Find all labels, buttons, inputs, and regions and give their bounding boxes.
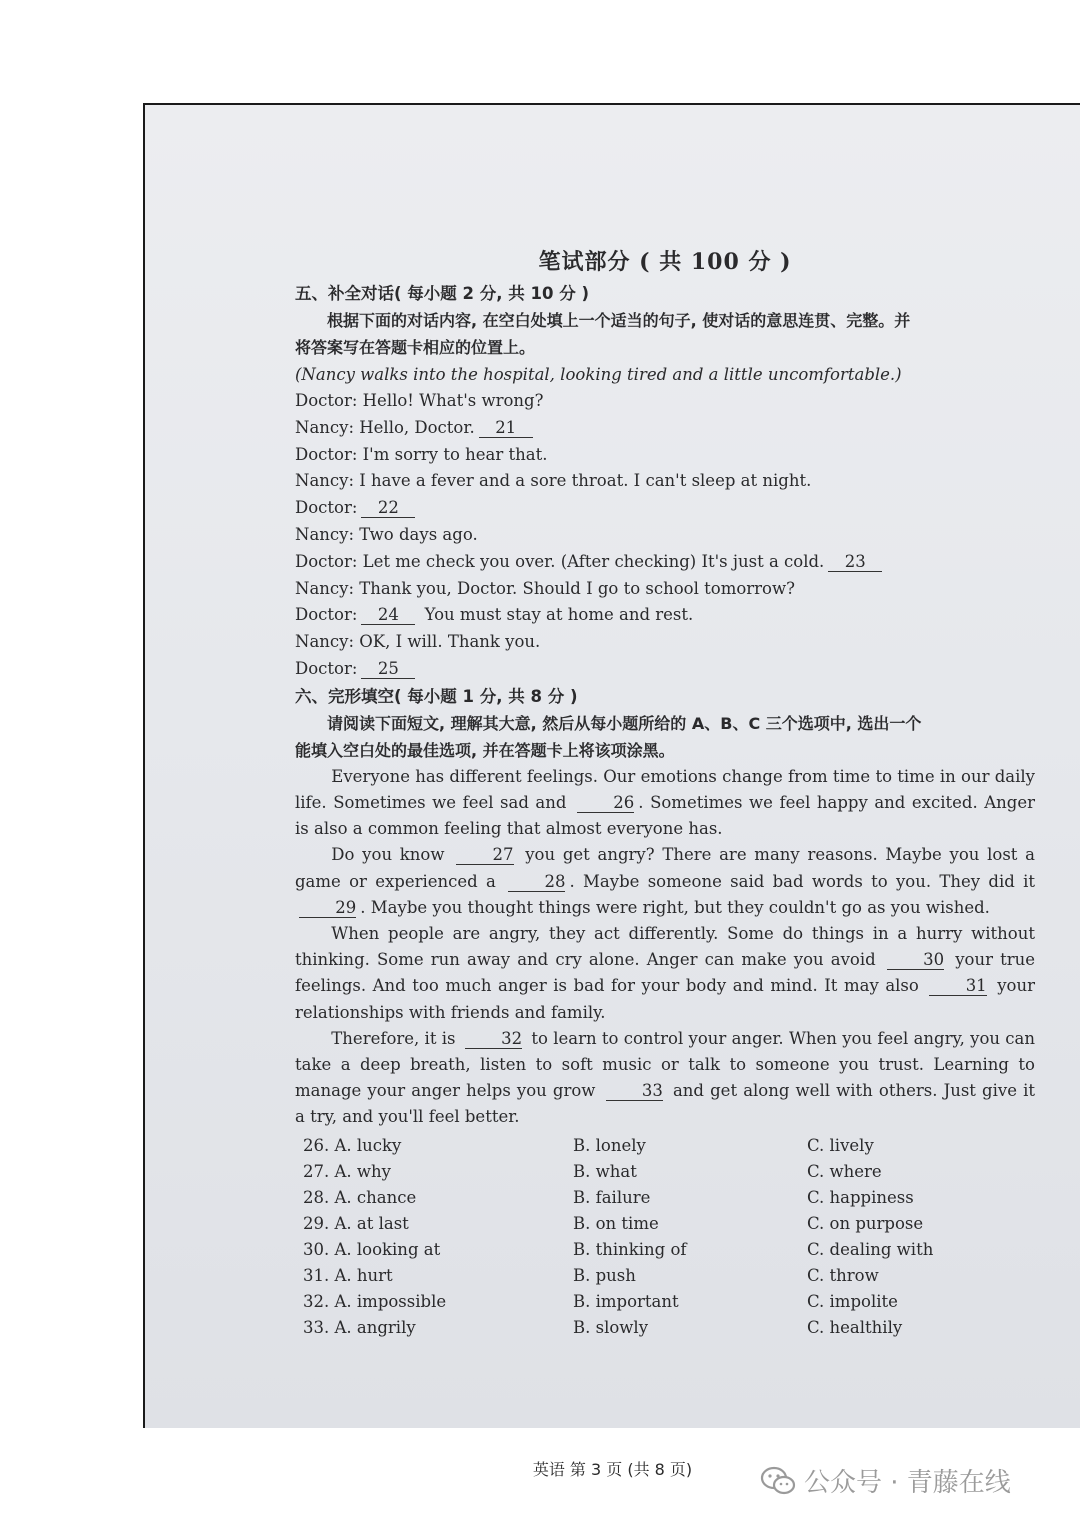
option-a: 30. A. looking at [303,1239,441,1259]
answer-blank: 26 [577,794,634,813]
page-title: 笔试部分 ( 共 100 分 ) [538,249,792,275]
stage-direction: (Nancy walks into the hospital, looking tired and a little uncomfortable.) [295,365,902,384]
passage-text: you get angry? There are many reasons. Maybe you lost a game or experienced a [295,845,1035,891]
dialogue-line [295,495,1035,522]
option-a: 27. A. why [303,1161,391,1181]
dialogue-line [295,602,1035,629]
option-b: B. on time [573,1213,659,1233]
option-c: C. on purpose [807,1213,924,1233]
dialogue-line [295,576,1035,603]
dialogue-line [295,468,1035,495]
answer-blank: 30 [887,951,944,970]
dialogue-line [295,415,1035,442]
dialogue-line [295,388,1035,415]
passage-paragraph [295,921,1035,1026]
passage-text: Everyone has different feelings. Our emotions change from time to time in our daily life. Sometimes we feel sad and [295,766,1035,812]
answer-blank: 33 [606,1082,663,1101]
option-c: C. impolite [807,1291,898,1311]
answer-blank: 32 [465,1030,522,1049]
option-row [295,1237,1035,1263]
section-6-heading: 六、完形填空( 每小题 1 分, 共 8 分 ) [295,686,578,706]
dialogue-line [295,656,1035,683]
option-b: B. push [573,1265,636,1285]
dialogue-text: Doctor: Let me check you over. (After checking) It's just a cold. [295,551,825,571]
dialogue [295,388,1035,683]
passage-paragraph [295,842,1035,921]
passage-text: Do you know [331,845,453,865]
passage-text: . Maybe you thought things were right, but they couldn't go as you wished. [360,897,990,917]
dialogue-line [295,442,1035,469]
watermark-text: 公众号 · 青藤在线 [804,1468,1011,1498]
passage-text: . Sometimes we feel happy and excited. Anger is also a common feeling that almost everyone has. [295,792,1035,839]
answer-blank: 23 [828,553,882,572]
answer-blank: 29 [299,899,356,918]
option-a: 32. A. impossible [303,1291,447,1311]
dialogue-text: Doctor: I'm sorry to hear that. [295,444,548,464]
option-b: B. what [573,1161,637,1181]
option-c: C. dealing with [807,1239,934,1259]
dialogue-text: You must stay at home and rest. [419,605,694,625]
dialogue-text: Doctor: [295,605,358,625]
option-c: C. throw [807,1265,879,1285]
option-b: B. failure [573,1187,651,1207]
option-a: 29. A. at last [303,1213,409,1233]
answer-blank: 22 [361,499,415,518]
page-footer: 英语 第 3 页 (共 8 页) [532,1460,693,1479]
passage-text: . Maybe someone said bad words to you. They did it [569,871,1036,891]
dialogue-text: Doctor: Hello! What's wrong? [295,391,544,410]
answer-blank: 25 [361,660,415,679]
dialogue-text: Nancy: I have a fever and a sore throat. I can't sleep at night. [295,471,812,491]
section-5-instruction-cont: 将答案写在答题卡相应的位置上。 [295,338,536,357]
dialogue-line [295,549,1035,576]
dialogue-text: Nancy: Two days ago. [295,524,478,544]
option-row [295,1211,1035,1237]
answer-blank: 21 [479,419,533,438]
cloze-passage [295,764,1035,1131]
option-row [295,1159,1035,1185]
passage-text: your relationships with friends and family. [295,976,1036,1022]
option-a: 28. A. chance [303,1187,417,1207]
dialogue-text: Nancy: Thank you, Doctor. Should I go to school tomorrow? [295,578,795,598]
option-c: C. healthily [807,1317,903,1337]
dialogue-text: Nancy: OK, I will. Thank you. [295,632,541,652]
answer-blank: 24 [361,606,415,625]
dialogue-text: Nancy: Hello, Doctor. [295,417,475,437]
answer-blank: 28 [508,873,565,892]
option-a: 31. A. hurt [303,1265,393,1285]
passage-paragraph [295,764,1035,843]
option-b: B. thinking of [573,1239,687,1259]
option-a: 26. A. lucky [303,1135,402,1155]
passage-paragraph [295,1026,1035,1131]
scanned-page [143,103,1080,1479]
dialogue-text: Doctor: [295,498,358,518]
section-5-heading: 五、补全对话( 每小题 2 分, 共 10 分 ) [295,284,590,303]
section-6-instruction: 请阅读下面短文, 理解其大意, 然后从每小题所给的 A、B、C 三个选项中, 选出一个 [327,713,922,733]
dialogue-line [295,522,1035,549]
option-row [295,1133,1035,1159]
section-6-instruction-cont: 能填入空白处的最佳选项, 并在答题卡上将该项涂黑。 [295,740,675,760]
option-b: B. lonely [573,1135,646,1155]
option-b: B. slowly [573,1317,649,1337]
dialogue-text: Doctor: [295,658,358,678]
passage-text: and get along well with others. Just give it a try, and you'll feel better. [295,1081,1035,1127]
exam-content [295,245,1035,1341]
answer-blank: 31 [929,977,986,996]
wechat-icon [760,1465,796,1497]
option-a: 33. A. angrily [303,1317,416,1337]
answer-blank: 27 [456,846,513,865]
option-row [295,1185,1035,1211]
passage-text: to learn to control your anger. When you feel angry, you can take a deep breath, listen to soft music or talk to someone you trust. Learning to manage your anger helps you grow [295,1028,1035,1101]
watermark [760,1462,1011,1499]
option-c: C. lively [807,1135,874,1155]
answer-options [295,1133,1035,1341]
section-5-instruction: 根据下面的对话内容, 在空白处填上一个适当的句子, 使对话的意思连贯、完整。并 [327,311,911,330]
option-c: C. happiness [807,1187,914,1207]
passage-text: When people are angry, they act differently. Some do things in a hurry without thinking. Some run away and cry alone. Anger can make you avoid [295,923,1035,970]
option-row [295,1289,1035,1315]
passage-text: Therefore, it is [331,1028,461,1048]
option-c: C. where [807,1161,882,1181]
option-row [295,1315,1035,1341]
dialogue-line [295,629,1035,656]
passage-text: your true feelings. And too much anger is bad for your body and mind. It may also [295,950,1035,996]
option-b: B. important [573,1291,679,1311]
option-row [295,1263,1035,1289]
